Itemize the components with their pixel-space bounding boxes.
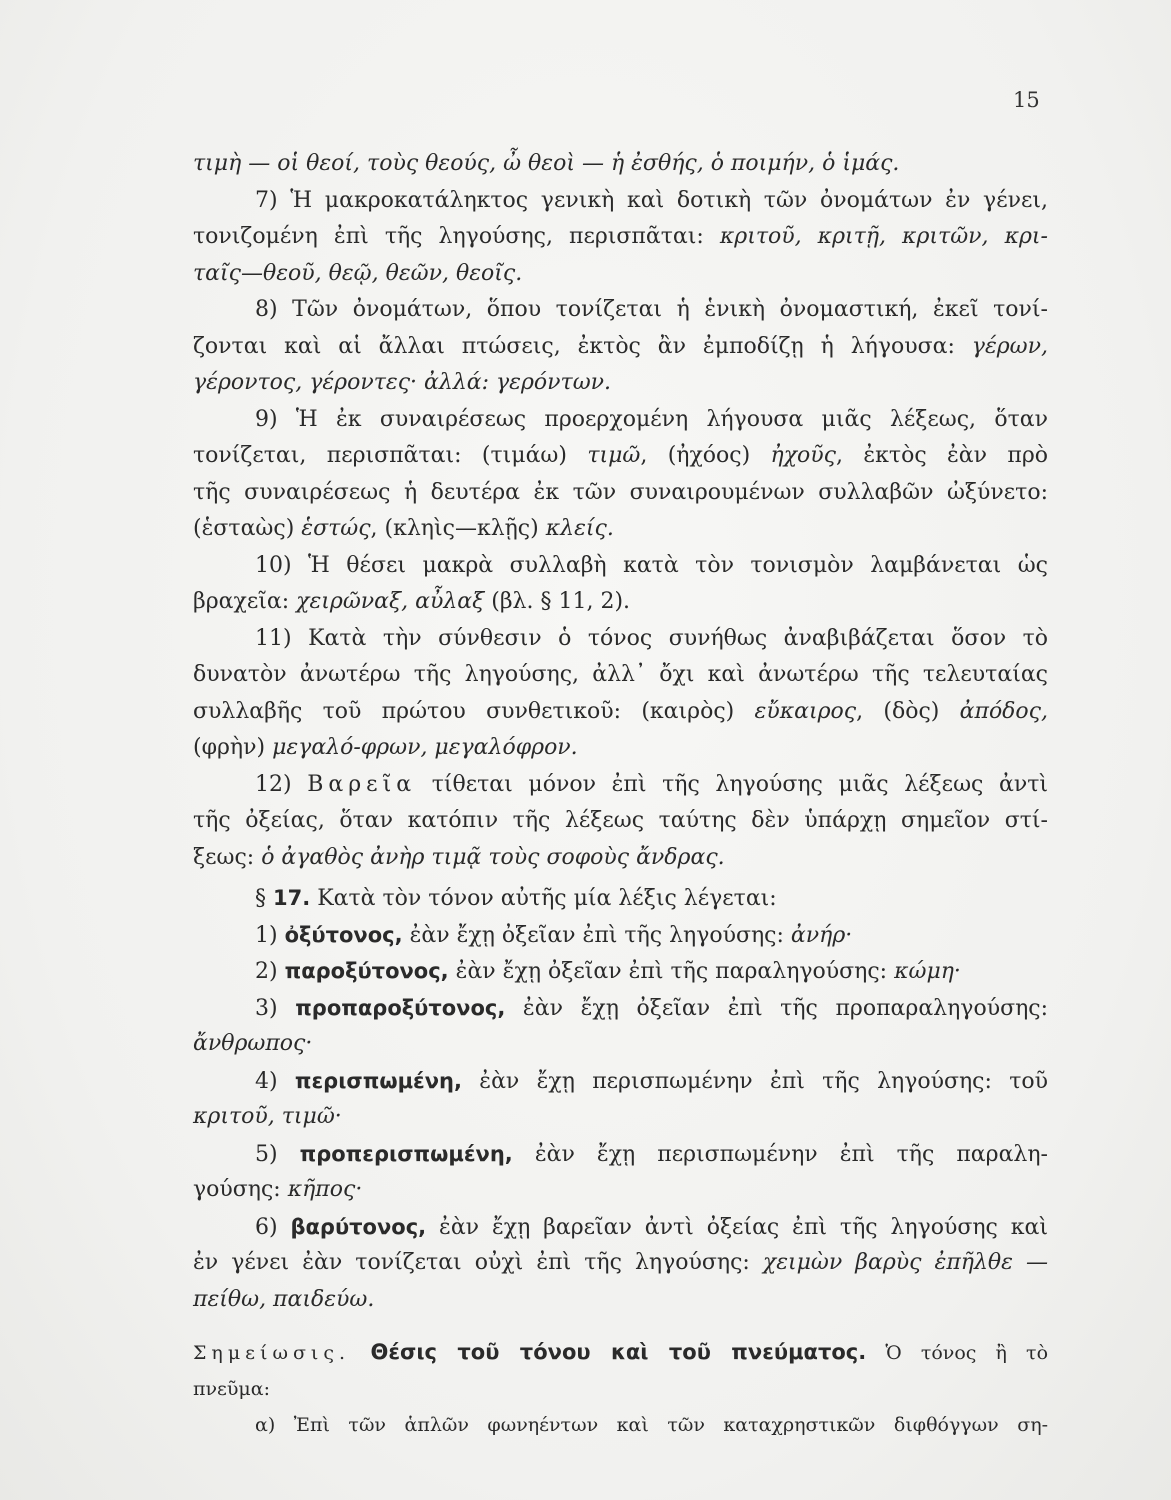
text-span: ἐὰν ἔχῃ ὀξεῖαν ἐπὶ τῆς παραληγούσης: [448, 959, 895, 984]
text-span: 10) Ἡ θέσει μακρὰ συλλαβὴ κατὰ τὸν τονισμὸν λαμβάνεται ὡς [255, 552, 1048, 578]
text-span: γούσης: [193, 1177, 288, 1202]
line-content [193, 438, 1048, 475]
text-line [193, 803, 1048, 840]
text-span: τῆς συναιρέσεως ἡ δευτέρα ἐκ τῶν συναιρουμένων συλλαβῶν ὠξύνετο: [193, 479, 1048, 505]
text-span: κῆπος· [287, 1177, 363, 1202]
text-span: ἀπόδος, [959, 698, 1048, 724]
text-line [193, 694, 1048, 731]
text-line [193, 292, 1048, 329]
text-span: ξεως: [193, 844, 262, 870]
line-content [193, 256, 522, 293]
text-span: 9) Ἡ ἐκ συναιρέσεως προερχομένη λήγουσα μιᾶς λέξεως, ὅταν [255, 406, 1048, 432]
text-span: ζονται καὶ αἱ ἄλλαι πτώσεις, ἐκτὸς ἂν ἐμποδίζῃ ἡ λήγουσα: [193, 333, 972, 359]
text-span: βραχεῖα: [193, 589, 297, 614]
text-span: ἐὰν ἔχῃ περισπωμένην ἐπὶ τῆς ληγούσης: τοῦ [461, 1068, 1048, 1094]
text-line [193, 767, 1048, 804]
line-content [193, 840, 725, 877]
text-span: τιμῶ [587, 443, 641, 468]
text-span: 17. [273, 886, 311, 910]
line-content [193, 1334, 1048, 1371]
line-content [193, 1099, 342, 1136]
line-content [255, 548, 1048, 585]
text-span: Ὁ τόνος ἢ τὸ [866, 1342, 1049, 1364]
text-span: ἐὰν ἔχῃ ὀξεῖαν ἐπὶ τῆς προπαραληγούσης: [505, 995, 1049, 1021]
text-line [193, 1136, 1048, 1173]
line-content [193, 475, 1048, 512]
text-line [193, 511, 1048, 548]
text-span: 8) Τῶν ὀνομάτων, ὅπου τονίζεται ἡ ἑνικὴ ὀνομαστική, ἐκεῖ τονί- [255, 297, 1048, 322]
line-content [255, 292, 1048, 329]
line-content [255, 402, 1048, 439]
text-span: 12) [255, 771, 308, 797]
text-line [193, 990, 1048, 1027]
line-content [193, 730, 578, 767]
line-content [255, 1063, 1048, 1100]
text-span: 2) [255, 959, 285, 984]
text-span: κλείς. [545, 516, 614, 541]
page-body [193, 146, 1048, 1444]
text-span: 1) [255, 922, 285, 948]
text-line [193, 953, 1048, 990]
line-content [193, 584, 630, 621]
text-span: προπερισπωμένη, [299, 1141, 513, 1166]
text-line [193, 475, 1048, 512]
text-line [193, 329, 1048, 366]
text-span: συλλαβῆς τοῦ πρώτου συνθετικοῦ: (καιρὸς) [193, 698, 755, 724]
line-content [255, 990, 1048, 1027]
text-span: (βλ. § 11, 2). [484, 589, 631, 614]
line-content [193, 694, 1048, 731]
text-line [193, 917, 1048, 954]
text-line [193, 1063, 1048, 1100]
text-span: ἄνθρωπος· [193, 1031, 313, 1056]
text-span: , (κληὶς—κλῇς) [370, 516, 546, 541]
text-span: § [255, 886, 273, 911]
line-content [255, 917, 852, 954]
text-line [193, 146, 1048, 183]
line-content [255, 621, 1048, 658]
line-content [193, 803, 1048, 840]
text-line [193, 183, 1048, 220]
text-line [193, 256, 1048, 293]
line-content [193, 657, 1048, 694]
line-content [255, 1136, 1048, 1173]
text-span: γέρων, [971, 333, 1048, 359]
text-span: 5) [255, 1141, 300, 1167]
note-line [193, 1334, 1048, 1371]
line-content [255, 1209, 1048, 1246]
text-line [193, 584, 1048, 621]
text-span: ἐὰν ἔχῃ περισπωμένην ἐπὶ τῆς παραλη- [512, 1141, 1048, 1167]
text-span: ἠχοῦς [770, 443, 836, 468]
text-span: 6) [255, 1214, 291, 1240]
line-content [193, 329, 1048, 366]
text-span: ὁ ἀγαθὸς ἀνὴρ τιμᾷ τοὺς σοφοὺς ἄνδρας. [261, 844, 725, 870]
text-line [193, 1245, 1048, 1282]
text-line [193, 1172, 1048, 1209]
text-line [193, 548, 1048, 585]
text-span: , ἐκτὸς ἐὰν πρὸ [836, 443, 1049, 468]
text-span: προπαροξύτονος, [295, 995, 506, 1020]
line-content [255, 183, 1048, 220]
text-span: , (ἠχόος) [640, 443, 771, 468]
line-content [193, 1282, 374, 1319]
note-line [193, 1371, 1048, 1408]
text-line [193, 621, 1048, 658]
text-line [193, 402, 1048, 439]
note-line [193, 1407, 1048, 1444]
text-span: παροξύτονος, [284, 959, 449, 983]
text-line [193, 730, 1048, 767]
text-span: ἀνήρ· [790, 922, 853, 948]
line-content [193, 1371, 270, 1408]
text-span: (ἑσταὼς) [193, 516, 302, 541]
line-content [193, 511, 614, 548]
text-span: α) Ἐπὶ τῶν ἁπλῶν φωνηέντων καὶ τῶν καταχρηστικῶν διφθόγγων ση- [255, 1414, 1048, 1436]
text-span: βαρύτονος, [290, 1214, 427, 1239]
text-line [193, 880, 1048, 917]
text-span: 7) Ἡ μακροκατάληκτος γενικὴ καὶ δοτικὴ τῶν ὀνομάτων ἐν γένει, [255, 187, 1048, 213]
text-span: τιμὴ — οἱ θεοί, τοὺς θεούς, ὦ θεοὶ — ἡ ἐσθής, ὁ ποιμήν, ὁ ἱμάς. [193, 151, 900, 176]
text-span: κριτοῦ, τιμῶ· [193, 1104, 342, 1129]
text-span: πνεῦμα: [193, 1377, 271, 1400]
text-span: περισπωμένη, [294, 1068, 462, 1093]
text-line [193, 365, 1048, 402]
text-line [193, 1282, 1048, 1319]
text-span: , (δὸς) [856, 698, 960, 724]
line-content [193, 146, 899, 183]
text-span: μεγαλό-φρων, μεγαλόφρον. [272, 735, 578, 760]
text-span: τῆς ὀξείας, ὅταν κατόπιν τῆς λέξεως ταύτης δὲν ὑπάρχῃ σημεῖον στί- [193, 808, 1048, 833]
text-span: Θέσις τοῦ τόνου καὶ τοῦ πνεύματος. [350, 1340, 867, 1364]
text-line [193, 219, 1048, 256]
text-span: ταῖς—θεοῦ, θεῷ, θεῶν, θεοῖς. [193, 260, 523, 286]
text-line [193, 1099, 1048, 1136]
line-content [255, 953, 961, 990]
text-span: ὀξύτονος, [284, 922, 403, 947]
text-span: Κατὰ τὸν τόνον αὐτῆς μία λέξις λέγεται: [310, 886, 777, 911]
text-line [193, 840, 1048, 877]
text-span: τονίζεται, περισπᾶται: (τιμάω) [193, 443, 588, 468]
text-span: δυνατὸν ἀνωτέρω τῆς ληγούσης, ἀλλ᾽ ὄχι καὶ ἀνωτέρω τῆς τελευταίας [193, 662, 1048, 687]
line-content [193, 1026, 312, 1063]
text-span: γέροντος, γέροντες· ἀλλά: γερόντων. [193, 370, 612, 395]
text-span: (φρὴν) [193, 735, 273, 760]
text-span: 3) [255, 995, 296, 1021]
text-span: τονιζομένη ἐπὶ τῆς ληγούσης, περισπᾶται: [193, 224, 720, 249]
text-span: ἐὰν ἔχῃ βαρεῖαν ἀντὶ ὀξείας ἐπὶ τῆς ληγούσης καὶ [426, 1214, 1048, 1240]
text-line [193, 1026, 1048, 1063]
text-line [193, 438, 1048, 475]
line-content [193, 365, 611, 402]
line-content [193, 1245, 1048, 1282]
text-span: ἐν γένει ἐὰν τονίζεται οὐχὶ ἐπὶ τῆς ληγούσης: [193, 1250, 763, 1275]
text-span: Σημείωσις. [193, 1342, 351, 1364]
page-number: 15 [1013, 88, 1040, 112]
line-content [255, 767, 1048, 804]
text-line [193, 657, 1048, 694]
line-content [193, 219, 1048, 256]
text-span: χειρῶναξ, αὖλαξ [296, 589, 485, 614]
text-span: Βαρεῖα [307, 771, 417, 797]
text-span: 11) Κατὰ τὴν σύνθεσιν ὁ τόνος συνήθως ἀναβιβάζεται ὅσον τὸ [255, 625, 1048, 651]
line-content [255, 1407, 1048, 1444]
text-span: εὔκαιρος [754, 698, 857, 724]
line-content [255, 880, 777, 917]
text-span: κώμη· [894, 959, 961, 984]
text-span: πείθω, παιδεύω. [193, 1286, 375, 1312]
text-span: 4) [255, 1068, 295, 1094]
text-span: χειμὼν βαρὺς ἐπῆλθε — [762, 1250, 1049, 1275]
text-span: ἑστώς [301, 516, 371, 541]
line-content [193, 1172, 362, 1209]
text-span: ἐὰν ἔχῃ ὀξεῖαν ἐπὶ τῆς ληγούσης: [402, 922, 791, 948]
text-line [193, 1209, 1048, 1246]
text-span: κριτοῦ, κριτῇ, κριτῶν, κρι- [719, 224, 1048, 249]
text-span: τίθεται μόνον ἐπὶ τῆς ληγούσης μιᾶς λέξεως ἀντὶ [416, 771, 1048, 797]
